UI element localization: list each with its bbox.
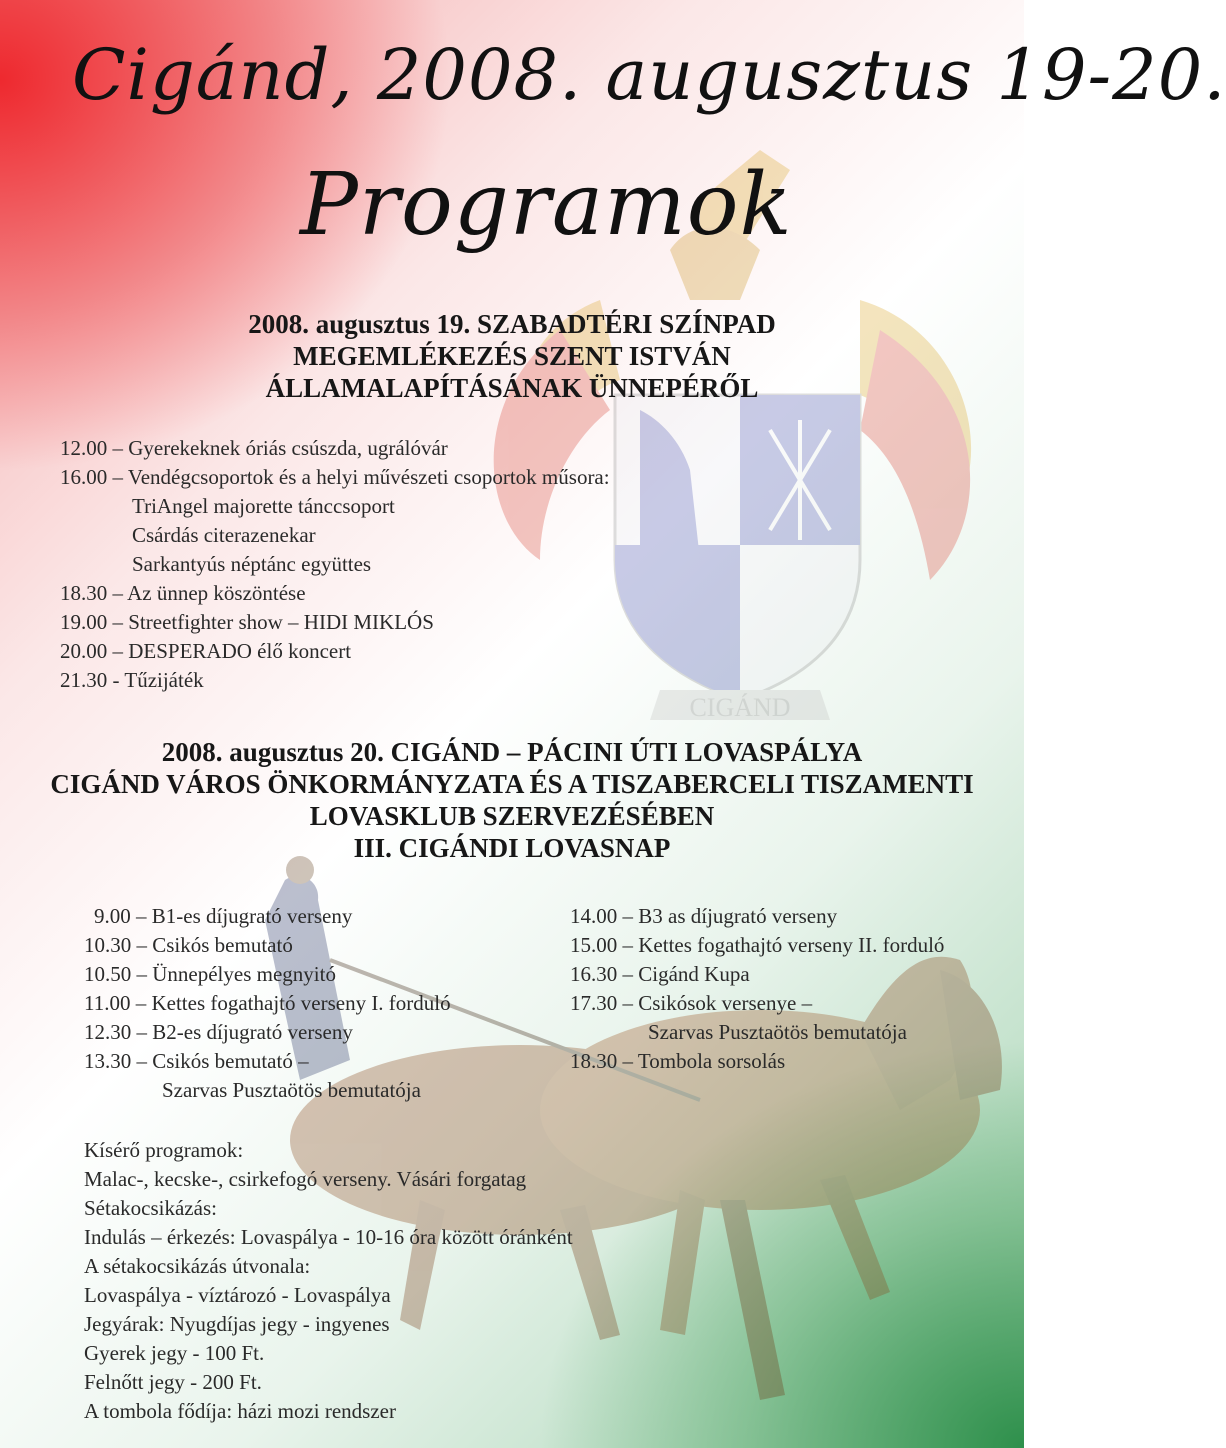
program-subitem: Szarvas Pusztaötös bemutatója: [162, 1078, 421, 1102]
program-item: 21.30 - Tűzijáték: [60, 668, 204, 692]
info-line: Malac-, kecske-, csirkefogó verseny. Vásári forgatag: [84, 1167, 527, 1191]
program-item: 14.00 – B3 as díjugrató verseny: [570, 904, 838, 928]
info-line: Lovaspálya - víztározó - Lovaspálya: [84, 1283, 391, 1307]
programs-title: Programok: [300, 155, 793, 255]
day2-heading-line: 2008. augusztus 20. CIGÁND – PÁCINI ÚTI LOVASPÁLYA: [161, 737, 863, 767]
day2-heading-line: III. CIGÁNDI LOVASNAP: [353, 833, 671, 863]
program-item: 10.30 – Csikós bemutató: [84, 933, 293, 957]
info-line: Gyerek jegy - 100 Ft.: [84, 1341, 265, 1365]
info-line: Jegyárak: Nyugdíjas jegy - ingyenes: [84, 1312, 390, 1336]
program-subitem: Csárdás citerazenekar: [132, 523, 316, 547]
program-subitem: Sarkantyús néptánc együttes: [132, 552, 372, 576]
program-item: 20.00 – DESPERADO élő koncert: [60, 639, 352, 663]
info-line: A tombola fődíja: házi mozi rendszer: [84, 1399, 396, 1423]
program-item: 16.30 – Cigánd Kupa: [570, 962, 750, 986]
day2-program-list-left: [84, 902, 451, 1105]
program-item: 19.00 – Streetfighter show – HIDI MIKLÓS: [60, 610, 434, 634]
day2-heading-line: CIGÁND VÁROS ÖNKORMÁNYZATA ÉS A TISZABERCELI TISZAMENTI: [50, 769, 974, 799]
info-line: Sétakocsikázás:: [84, 1196, 217, 1220]
program-item: 12.30 – B2-es díjugrató verseny: [84, 1020, 353, 1044]
program-item: 18.30 – Az ünnep köszöntése: [60, 581, 306, 605]
info-line: Felnőtt jegy - 200 Ft.: [84, 1370, 262, 1394]
program-item: 11.00 – Kettes fogathajtó verseny I. forduló: [84, 991, 451, 1015]
program-item: 18.30 – Tombola sorsolás: [570, 1049, 786, 1073]
info-line: Kísérő programok:: [84, 1138, 244, 1162]
program-item: 9.00 – B1-es díjugrató verseny: [94, 904, 353, 928]
info-line: Indulás – érkezés: Lovaspálya - 10-16 óra között óránként: [84, 1225, 573, 1249]
program-item: 17.30 – Csikósok versenye –: [570, 991, 813, 1015]
emblem-label: CIGÁND: [689, 693, 791, 722]
program-subitem: Szarvas Pusztaötös bemutatója: [648, 1020, 907, 1044]
day2-heading: [0, 736, 1024, 864]
program-subitem: TriAngel majorette tánccsoport: [132, 494, 395, 518]
day1-heading-line: 2008. augusztus 19. SZABADTÉRI SZÍNPAD: [248, 309, 776, 339]
program-item: 10.50 – Ünnepélyes megnyitó: [84, 962, 336, 986]
day2-heading-line: LOVASKLUB SZERVEZÉSÉBEN: [309, 801, 715, 831]
day1-heading: [0, 308, 1024, 404]
program-item: 12.00 – Gyerekeknek óriás csúszda, ugrálóvár: [60, 436, 448, 460]
side-programs-list: [84, 1136, 573, 1426]
day1-heading-line: ÁLLAMALAPÍTÁSÁNAK ÜNNEPÉRŐL: [265, 373, 759, 403]
day1-program-list: [60, 434, 610, 695]
day1-heading-line: MEGEMLÉKEZÉS SZENT ISTVÁN: [293, 341, 731, 371]
program-item: 15.00 – Kettes fogathajtó verseny II. forduló: [570, 933, 945, 957]
program-item: 16.00 – Vendégcsoportok és a helyi művészeti csoportok műsora:: [60, 465, 610, 489]
event-title: Cigánd, 2008. augusztus 19-20.: [72, 34, 1226, 116]
day2-program-list-right: [570, 902, 944, 1076]
info-line: A sétakocsikázás útvonala:: [84, 1254, 311, 1278]
program-item: 13.30 – Csikós bemutató –: [84, 1049, 309, 1073]
